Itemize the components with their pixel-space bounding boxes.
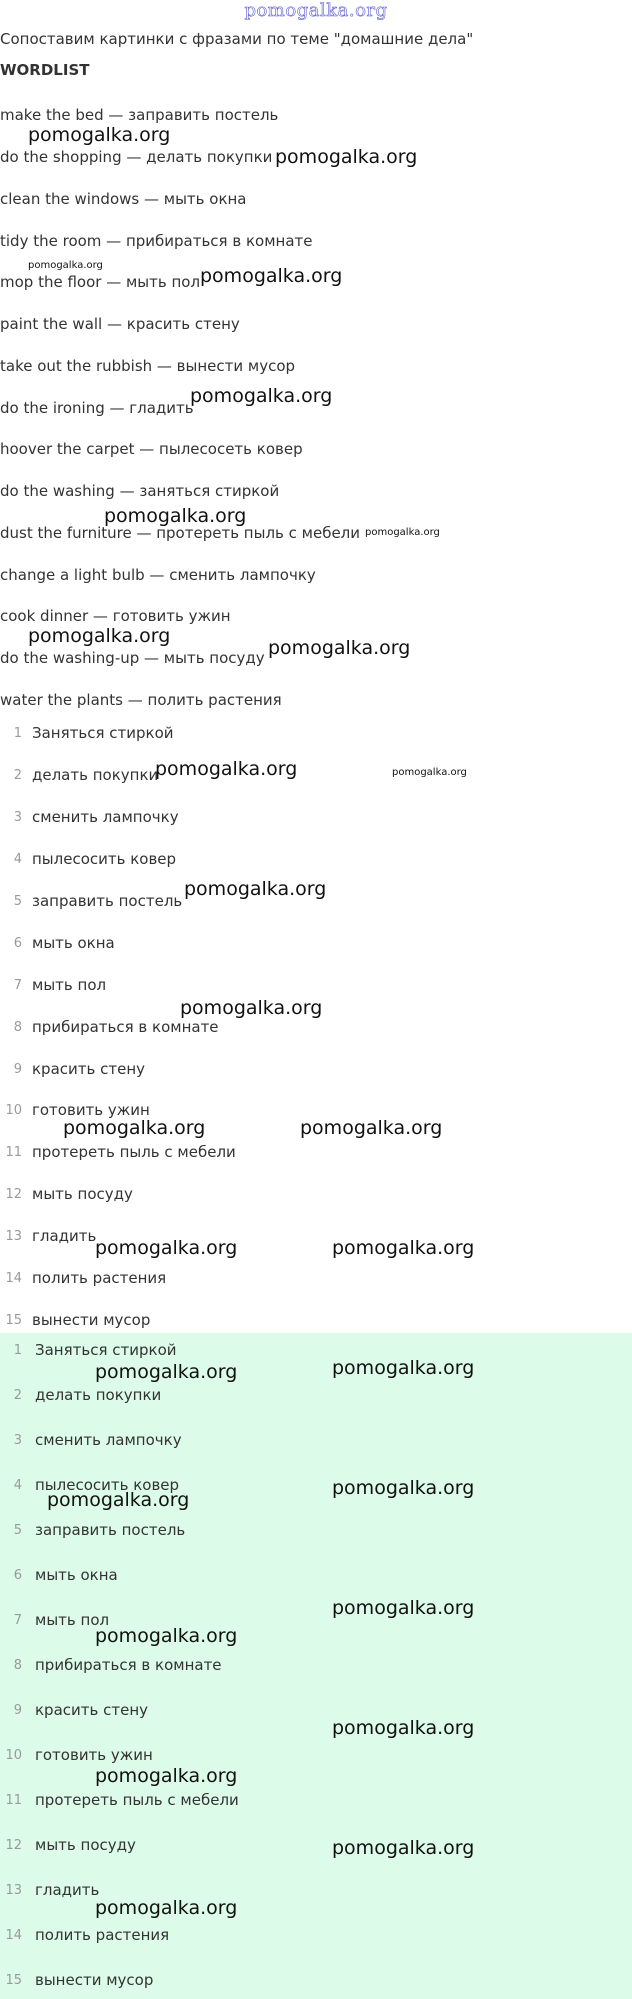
list-item: полить растения	[32, 1269, 167, 1287]
answer-number: 14	[5, 1928, 22, 1943]
list-number: 4	[13, 852, 22, 867]
answer-item: сменить лампочку	[35, 1431, 182, 1449]
answer-item: делать покупки	[35, 1386, 162, 1404]
answer-item: готовить ужин	[35, 1746, 153, 1764]
answer-number: 13	[5, 1883, 22, 1898]
list-item: мыть окна	[32, 934, 115, 952]
watermark: pomogalka.org	[95, 1765, 238, 1787]
answer-item: Заняться стиркой	[35, 1341, 177, 1359]
wordlist-item: take out the rubbish — вынести мусор	[0, 357, 296, 375]
watermark: pomogalka.org	[47, 1489, 190, 1511]
watermark: pomogalka.org	[28, 124, 171, 146]
answer-number: 15	[5, 1973, 22, 1988]
answer-number: 5	[13, 1523, 22, 1538]
wordlist-item: change a light bulb — сменить лампочку	[0, 566, 316, 584]
wordlist-heading: WORDLIST	[0, 61, 90, 79]
watermark: pomogalka.org	[95, 1897, 238, 1919]
wordlist-item: tidy the room — прибираться в комнате	[0, 232, 313, 250]
answer-item: мыть пол	[35, 1611, 110, 1629]
wordlist-item: do the shopping — делать покупки	[0, 148, 273, 166]
watermark: pomogalka.org	[332, 1717, 475, 1739]
answer-item: красить стену	[35, 1701, 149, 1719]
watermark: pomogalka.org	[275, 146, 418, 168]
watermark: pomogalka.org	[332, 1837, 475, 1859]
watermark: pomogalka.org	[332, 1597, 475, 1619]
watermark: pomogalka.org	[28, 625, 171, 647]
watermark: pomogalka.org	[365, 527, 440, 538]
answer-number: 2	[13, 1388, 22, 1403]
wordlist-item: dust the furniture — протереть пыль с мебели	[0, 524, 361, 542]
list-item: сменить лампочку	[32, 808, 179, 826]
answer-item: гладить	[35, 1881, 100, 1899]
list-number: 8	[13, 1020, 22, 1035]
answer-item: мыть окна	[35, 1566, 118, 1584]
list-item: готовить ужин	[32, 1101, 150, 1119]
answer-number: 12	[5, 1838, 22, 1853]
wordlist-item: paint the wall — красить стену	[0, 315, 240, 333]
list-number: 1	[13, 726, 22, 741]
list-item: прибираться в комнате	[32, 1018, 219, 1036]
list-number: 9	[13, 1062, 22, 1077]
watermark: pomogalka.org	[190, 385, 333, 407]
answer-item: пылесосить ковер	[35, 1476, 180, 1494]
answer-number: 6	[13, 1568, 22, 1583]
wordlist-item: hoover the carpet — пылесосеть ковер	[0, 440, 303, 458]
watermark: pomogalka.org	[28, 260, 103, 271]
list-number: 3	[13, 810, 22, 825]
list-item: красить стену	[32, 1060, 146, 1078]
wordlist-item: make the bed — заправить постель	[0, 106, 279, 124]
watermark: pomogalka.org	[104, 505, 247, 527]
watermark: pomogalka.org	[300, 1117, 443, 1139]
watermark: pomogalka.org	[332, 1357, 475, 1379]
wordlist-item: cook dinner — готовить ужин	[0, 607, 231, 625]
watermark: pomogalka.org	[392, 767, 467, 778]
wordlist-item: do the washing-up — мыть посуду	[0, 649, 265, 667]
watermark: pomogalka.org	[180, 997, 323, 1019]
wordlist-item: do the ironing — гладить	[0, 399, 194, 417]
watermark: pomogalka.org	[332, 1477, 475, 1499]
list-item: мыть пол	[32, 976, 107, 994]
list-number: 13	[5, 1229, 22, 1244]
answer-item: полить растения	[35, 1926, 170, 1944]
list-number: 6	[13, 936, 22, 951]
answer-item: прибираться в комнате	[35, 1656, 222, 1674]
answer-number: 7	[13, 1613, 22, 1628]
list-number: 10	[5, 1103, 22, 1118]
watermark: pomogalka.org	[332, 1237, 475, 1259]
list-number: 15	[5, 1313, 22, 1328]
list-item: делать покупки	[32, 766, 159, 784]
list-number: 7	[13, 978, 22, 993]
wordlist-item: water the plants — полить растения	[0, 691, 282, 709]
answer-number: 9	[13, 1703, 22, 1718]
list-item: гладить	[32, 1227, 97, 1245]
answer-number: 8	[13, 1658, 22, 1673]
list-item: мыть посуду	[32, 1185, 133, 1203]
list-item: вынести мусор	[32, 1311, 151, 1329]
list-item: Заняться стиркой	[32, 724, 174, 742]
watermark: pomogalka.org	[63, 1117, 206, 1139]
answer-number: 1	[13, 1343, 22, 1358]
watermark: pomogalka.org	[95, 1237, 238, 1259]
list-number: 12	[5, 1187, 22, 1202]
list-number: 14	[5, 1271, 22, 1286]
watermark: pomogalka.org	[155, 758, 298, 780]
answer-item: вынести мусор	[35, 1971, 154, 1989]
watermark: pomogalka.org	[268, 637, 411, 659]
answer-number: 11	[5, 1793, 22, 1808]
answer-number: 10	[5, 1748, 22, 1763]
answer-number: 4	[13, 1478, 22, 1493]
answer-item: мыть посуду	[35, 1836, 136, 1854]
site-logo: pomogalka.org	[244, 0, 388, 21]
answer-item: заправить постель	[35, 1521, 186, 1539]
wordlist-item: clean the windows — мыть окна	[0, 190, 247, 208]
answer-item: протереть пыль с мебели	[35, 1791, 239, 1809]
list-number: 11	[5, 1145, 22, 1160]
watermark: pomogalka.org	[200, 265, 343, 287]
list-item: пылесосить ковер	[32, 850, 177, 868]
list-number: 5	[13, 894, 22, 909]
wordlist-item: mop the floor — мыть пол	[0, 273, 201, 291]
watermark: pomogalka.org	[95, 1361, 238, 1383]
answer-number: 3	[13, 1433, 22, 1448]
task-title: Сопоставим картинки с фразами по теме "домашние дела"	[0, 30, 474, 48]
wordlist-item: do the washing — заняться стиркой	[0, 482, 280, 500]
list-item: протереть пыль с мебели	[32, 1143, 236, 1161]
list-number: 2	[13, 768, 22, 783]
watermark: pomogalka.org	[95, 1625, 238, 1647]
list-item: заправить постель	[32, 892, 183, 910]
watermark: pomogalka.org	[184, 878, 327, 900]
